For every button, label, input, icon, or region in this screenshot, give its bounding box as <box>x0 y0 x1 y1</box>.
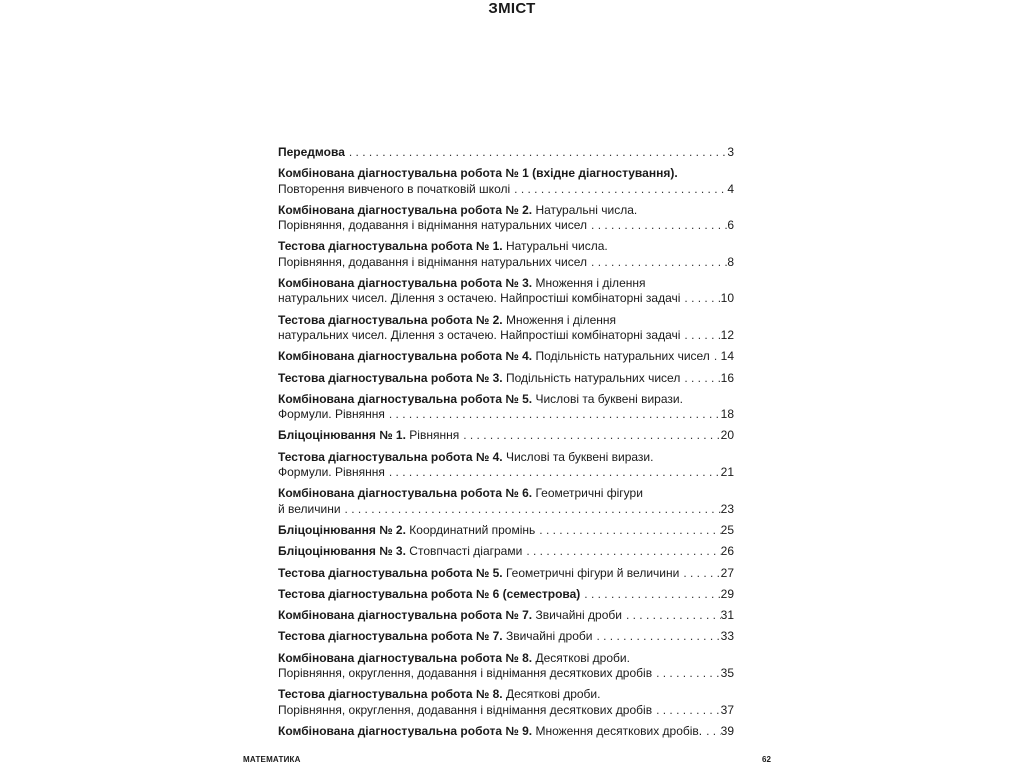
dot-leader <box>385 465 721 479</box>
toc-topic-text: Формули. Рівняння <box>278 465 385 480</box>
toc-line-text <box>278 629 592 643</box>
toc-line <box>278 203 734 218</box>
toc-line-text <box>278 502 341 516</box>
toc-line <box>278 218 734 233</box>
toc-entry <box>278 166 734 197</box>
toc-page-number: 16 <box>720 370 734 385</box>
dot-leader <box>710 349 721 363</box>
toc-heading-text: Тестова діагностувальна робота № 8. <box>278 687 503 702</box>
toc-topic-text: Десяткові дроби. <box>502 687 601 702</box>
toc-line <box>278 666 734 681</box>
toc-line <box>278 392 734 407</box>
toc-page-number: 37 <box>720 702 734 717</box>
toc-line <box>278 687 734 702</box>
toc-line <box>278 328 734 343</box>
toc-heading-text: Комбінована діагностувальна робота № 8. <box>278 650 533 665</box>
toc-topic-text: натуральних чисел. Ділення з остачею. Найпростіші комбінаторні задачі <box>278 291 681 306</box>
toc-entry <box>278 276 734 307</box>
toc-page-number: 3 <box>727 145 734 159</box>
toc-topic-text: Порівняння, додавання і віднімання натуральних чисел <box>278 218 588 233</box>
toc-entry <box>278 313 734 344</box>
toc-line <box>278 486 734 501</box>
toc-heading-text: Бліцоцінювання № 3. <box>278 544 406 559</box>
toc-page-number: 31 <box>720 608 734 623</box>
toc-line-text <box>278 724 702 738</box>
toc-heading-text: Бліцоцінювання № 1. <box>278 428 406 443</box>
toc-topic-text: Рівняння <box>405 428 460 443</box>
toc-page-number: 21 <box>720 465 734 480</box>
toc-page-number: 12 <box>720 327 734 342</box>
toc-entry <box>278 428 734 443</box>
toc-line-text <box>278 486 643 500</box>
toc-line <box>278 276 734 291</box>
dot-leader <box>459 428 720 442</box>
dot-leader <box>345 145 727 159</box>
toc-heading-text: Комбінована діагностувальна робота № 7. <box>278 608 533 623</box>
toc-line <box>278 313 734 328</box>
toc-topic-text: Подільність натуральних чисел <box>532 349 710 364</box>
toc-line-text <box>278 255 587 269</box>
dot-leader <box>587 255 727 269</box>
dot-leader <box>510 182 727 196</box>
toc-page-number: 39 <box>720 723 734 738</box>
toc-line-text <box>278 392 683 406</box>
toc-entry <box>278 203 734 234</box>
toc-line-text <box>278 523 535 537</box>
toc-topic-text: Числові та буквені вирази. <box>502 449 654 464</box>
toc-entry <box>278 651 734 682</box>
toc-topic-text: Геометричні фігури й величини <box>502 565 680 580</box>
toc-heading-text: Тестова діагностувальна робота № 3. <box>278 370 503 385</box>
toc-line-text <box>278 182 510 196</box>
toc-line-text <box>278 465 385 479</box>
toc-heading-text: Комбінована діагностувальна робота № 1 (вхідне діагностування). <box>278 166 678 181</box>
toc-topic-text: Звичайні дроби <box>502 629 593 644</box>
toc-line <box>278 651 734 666</box>
toc-line-text <box>278 651 630 665</box>
toc-page-number: 4 <box>727 181 734 196</box>
toc-line-text <box>278 239 608 253</box>
toc-page-number: 18 <box>720 407 734 422</box>
toc-line <box>278 239 734 254</box>
toc-line <box>278 407 734 422</box>
toc-line-text <box>278 703 652 717</box>
toc-topic-text: Множення десяткових дробів. <box>532 723 703 738</box>
toc-topic-text: Порівняння, округлення, додавання і віднімання десяткових дробів <box>278 702 653 717</box>
toc-topic-text: Множення і ділення <box>502 312 617 327</box>
toc-entry <box>278 629 734 644</box>
toc-entry <box>278 349 734 364</box>
toc-heading-text: Комбінована діагностувальна робота № 4. <box>278 349 533 364</box>
toc-line-text <box>278 203 637 217</box>
toc-line <box>278 145 734 160</box>
page-title: ЗМІСТ <box>488 0 536 17</box>
toc-line <box>278 629 734 644</box>
dot-leader <box>587 218 727 232</box>
dot-leader <box>341 502 721 516</box>
toc-topic-text: Десяткові дроби. <box>532 650 630 665</box>
toc-line <box>278 608 734 623</box>
toc-topic-text: Натуральні числа. <box>532 202 638 217</box>
toc-line <box>278 465 734 480</box>
table-of-contents <box>278 145 734 745</box>
toc-heading-text: Комбінована діагностувальна робота № 6. <box>278 486 533 501</box>
dot-leader <box>680 328 720 342</box>
toc-entry <box>278 486 734 517</box>
toc-line <box>278 502 734 517</box>
toc-heading-text: Тестова діагностувальна робота № 7. <box>278 629 503 644</box>
dot-leader <box>680 371 720 385</box>
toc-entry <box>278 523 734 538</box>
toc-line-text <box>278 145 345 159</box>
dot-leader <box>580 587 720 601</box>
toc-topic-text: Формули. Рівняння <box>278 407 385 422</box>
toc-line-text <box>278 544 522 558</box>
toc-line <box>278 166 734 181</box>
toc-topic-text: Числові та буквені вирази. <box>532 391 683 406</box>
toc-line-text <box>278 587 580 601</box>
toc-entry <box>278 566 734 581</box>
toc-page-number: 10 <box>720 291 734 306</box>
toc-line-text <box>278 276 646 290</box>
footer-page-number: 62 <box>762 755 771 764</box>
toc-line-text <box>278 428 459 442</box>
toc-line-text <box>278 328 680 342</box>
toc-line <box>278 349 734 364</box>
toc-line-text <box>278 450 653 464</box>
toc-line <box>278 291 734 306</box>
dot-leader <box>652 703 721 717</box>
dot-leader <box>522 544 720 558</box>
toc-line-text <box>278 666 652 680</box>
toc-heading-text: Тестова діагностувальна робота № 2. <box>278 312 503 327</box>
toc-topic-text: Порівняння, округлення, додавання і віднімання десяткових дробів <box>278 666 653 681</box>
toc-line-text <box>278 407 385 421</box>
toc-line <box>278 703 734 718</box>
toc-topic-text: Подільність натуральних чисел <box>502 370 681 385</box>
toc-heading-text: Тестова діагностувальна робота № 5. <box>278 565 503 580</box>
toc-entry <box>278 587 734 602</box>
toc-topic-text: Координатний промінь <box>405 522 536 537</box>
toc-line <box>278 724 734 739</box>
toc-page-number: 23 <box>720 501 734 516</box>
toc-line-text <box>278 218 587 232</box>
toc-line-text <box>278 566 679 580</box>
toc-line-text <box>278 608 622 622</box>
toc-heading-text: Комбінована діагностувальна робота № 5. <box>278 391 533 406</box>
toc-topic-text: Натуральні числа. <box>502 239 608 254</box>
toc-topic-text: натуральних чисел. Ділення з остачею. Найпростіші комбінаторні задачі <box>278 327 681 342</box>
toc-entry <box>278 371 734 386</box>
toc-page-number: 27 <box>720 565 734 580</box>
toc-page-number: 14 <box>720 349 734 364</box>
dot-leader <box>622 608 721 622</box>
toc-page-number: 26 <box>720 544 734 559</box>
toc-heading-text: Бліцоцінювання № 2. <box>278 522 406 537</box>
toc-line-text <box>278 313 616 327</box>
toc-page-number: 20 <box>720 428 734 443</box>
toc-entry <box>278 544 734 559</box>
dot-leader <box>652 666 721 680</box>
toc-entry <box>278 392 734 423</box>
dot-leader <box>702 724 721 738</box>
toc-topic-text: Множення і ділення <box>532 276 646 291</box>
dot-leader <box>535 523 720 537</box>
dot-leader <box>592 629 720 643</box>
toc-topic-text: Порівняння, додавання і віднімання натуральних чисел <box>278 254 588 269</box>
toc-line <box>278 523 734 538</box>
toc-line <box>278 182 734 197</box>
toc-topic-text: Звичайні дроби <box>532 608 622 623</box>
toc-heading-text: Передмова <box>278 145 345 159</box>
toc-line <box>278 371 734 386</box>
toc-line <box>278 428 734 443</box>
toc-entry <box>278 687 734 718</box>
toc-line-text <box>278 349 710 363</box>
toc-heading-text: Тестова діагностувальна робота № 4. <box>278 449 503 464</box>
toc-page-number: 25 <box>720 522 734 537</box>
toc-line <box>278 255 734 270</box>
toc-page-number: 29 <box>720 586 734 601</box>
toc-entry <box>278 450 734 481</box>
toc-line <box>278 544 734 559</box>
toc-topic-text: Геометричні фігури <box>532 486 643 501</box>
dot-leader <box>680 291 720 305</box>
toc-topic-text: й величини <box>278 501 341 516</box>
toc-page-number: 8 <box>727 254 734 269</box>
toc-line <box>278 587 734 602</box>
toc-heading-text: Комбінована діагностувальна робота № 9. <box>278 723 533 738</box>
toc-heading-text: Тестова діагностувальна робота № 6 (семестрова) <box>278 586 581 601</box>
toc-line-text <box>278 371 680 385</box>
footer-subject: МАТЕМАТИКА <box>243 755 301 764</box>
toc-heading-text: Комбінована діагностувальна робота № 3. <box>278 276 533 291</box>
toc-line <box>278 450 734 465</box>
toc-page-number: 33 <box>720 629 734 644</box>
toc-topic-text: Стовпчасті діаграми <box>405 544 523 559</box>
toc-heading-text: Тестова діагностувальна робота № 1. <box>278 239 503 254</box>
dot-leader <box>679 566 720 580</box>
toc-entry <box>278 145 734 160</box>
toc-line-text <box>278 166 678 180</box>
dot-leader <box>385 407 721 421</box>
toc-page-number: 35 <box>720 666 734 681</box>
toc-line <box>278 566 734 581</box>
toc-entry <box>278 724 734 739</box>
toc-entry <box>278 608 734 623</box>
toc-entry <box>278 239 734 270</box>
toc-topic-text: Повторення вивченого в початковій школі <box>278 181 511 196</box>
toc-line-text <box>278 687 600 701</box>
toc-heading-text: Комбінована діагностувальна робота № 2. <box>278 202 533 217</box>
toc-line-text <box>278 291 680 305</box>
toc-page-number: 6 <box>727 218 734 233</box>
